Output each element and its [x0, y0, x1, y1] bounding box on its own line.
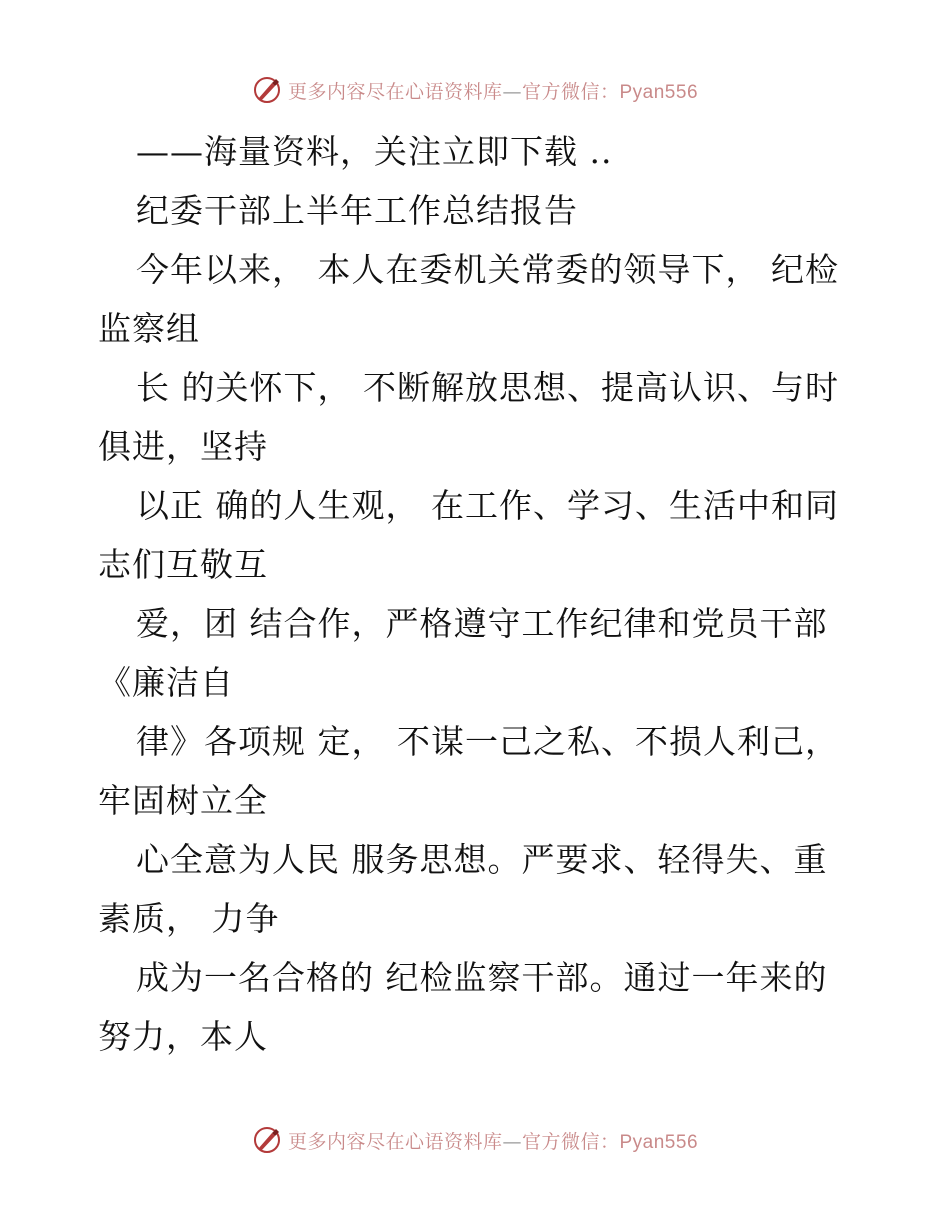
document-line: 俱进，坚持 — [98, 427, 268, 466]
watermark-text — [288, 1127, 698, 1154]
watermark-account: Pyan556 — [619, 1131, 699, 1153]
document-line: 牢固树立全 — [98, 781, 268, 820]
watermark-text — [288, 77, 698, 104]
watermark-separator: — — [502, 80, 522, 103]
watermark-brand: 更多内容尽在心语资料库 — [287, 1130, 503, 1153]
header-watermark — [0, 70, 950, 110]
watermark-brand: 更多内容尽在心语资料库 — [287, 80, 503, 103]
document-line: 心全意为人民 服务思想。严要求、轻得失、重 — [136, 840, 828, 879]
watermark-wechat-label: 官方微信： — [521, 1130, 620, 1153]
document-title: 纪委干部上半年工作总结报告 — [136, 191, 578, 230]
document-line: 《廉洁自 — [98, 663, 234, 702]
document-line: 素质， 力争 — [98, 899, 280, 938]
document-line: 律》各项规 定， 不谋一己之私、不损人利己， — [136, 722, 839, 761]
watermark-account: Pyan556 — [619, 81, 699, 103]
document-line: 成为一名合格的 纪检监察干部。通过一年来的 — [136, 958, 828, 997]
document-line: 长 的关怀下， 不断解放思想、提高认识、与时 — [136, 368, 839, 407]
document-line: 监察组 — [98, 309, 200, 348]
watermark-separator: — — [502, 1130, 522, 1153]
footer-watermark — [0, 1120, 950, 1160]
pen-circle-logo-icon — [252, 1125, 282, 1155]
document-line: 努力，本人 — [98, 1017, 268, 1056]
document-line: 以正 确的人生观， 在工作、学习、生活中和同 — [136, 486, 839, 525]
document-line: ——海量资料，关注立即下载 .. — [136, 132, 613, 171]
document-line: 志们互敬互 — [98, 545, 268, 584]
document-line: 爱，团 结合作，严格遵守工作纪律和党员干部 — [136, 604, 828, 643]
document-body — [98, 122, 858, 1066]
watermark-wechat-label: 官方微信： — [521, 80, 620, 103]
pen-circle-logo-icon — [252, 75, 282, 105]
document-line: 今年以来， 本人在委机关常委的领导下， 纪检 — [136, 250, 839, 289]
